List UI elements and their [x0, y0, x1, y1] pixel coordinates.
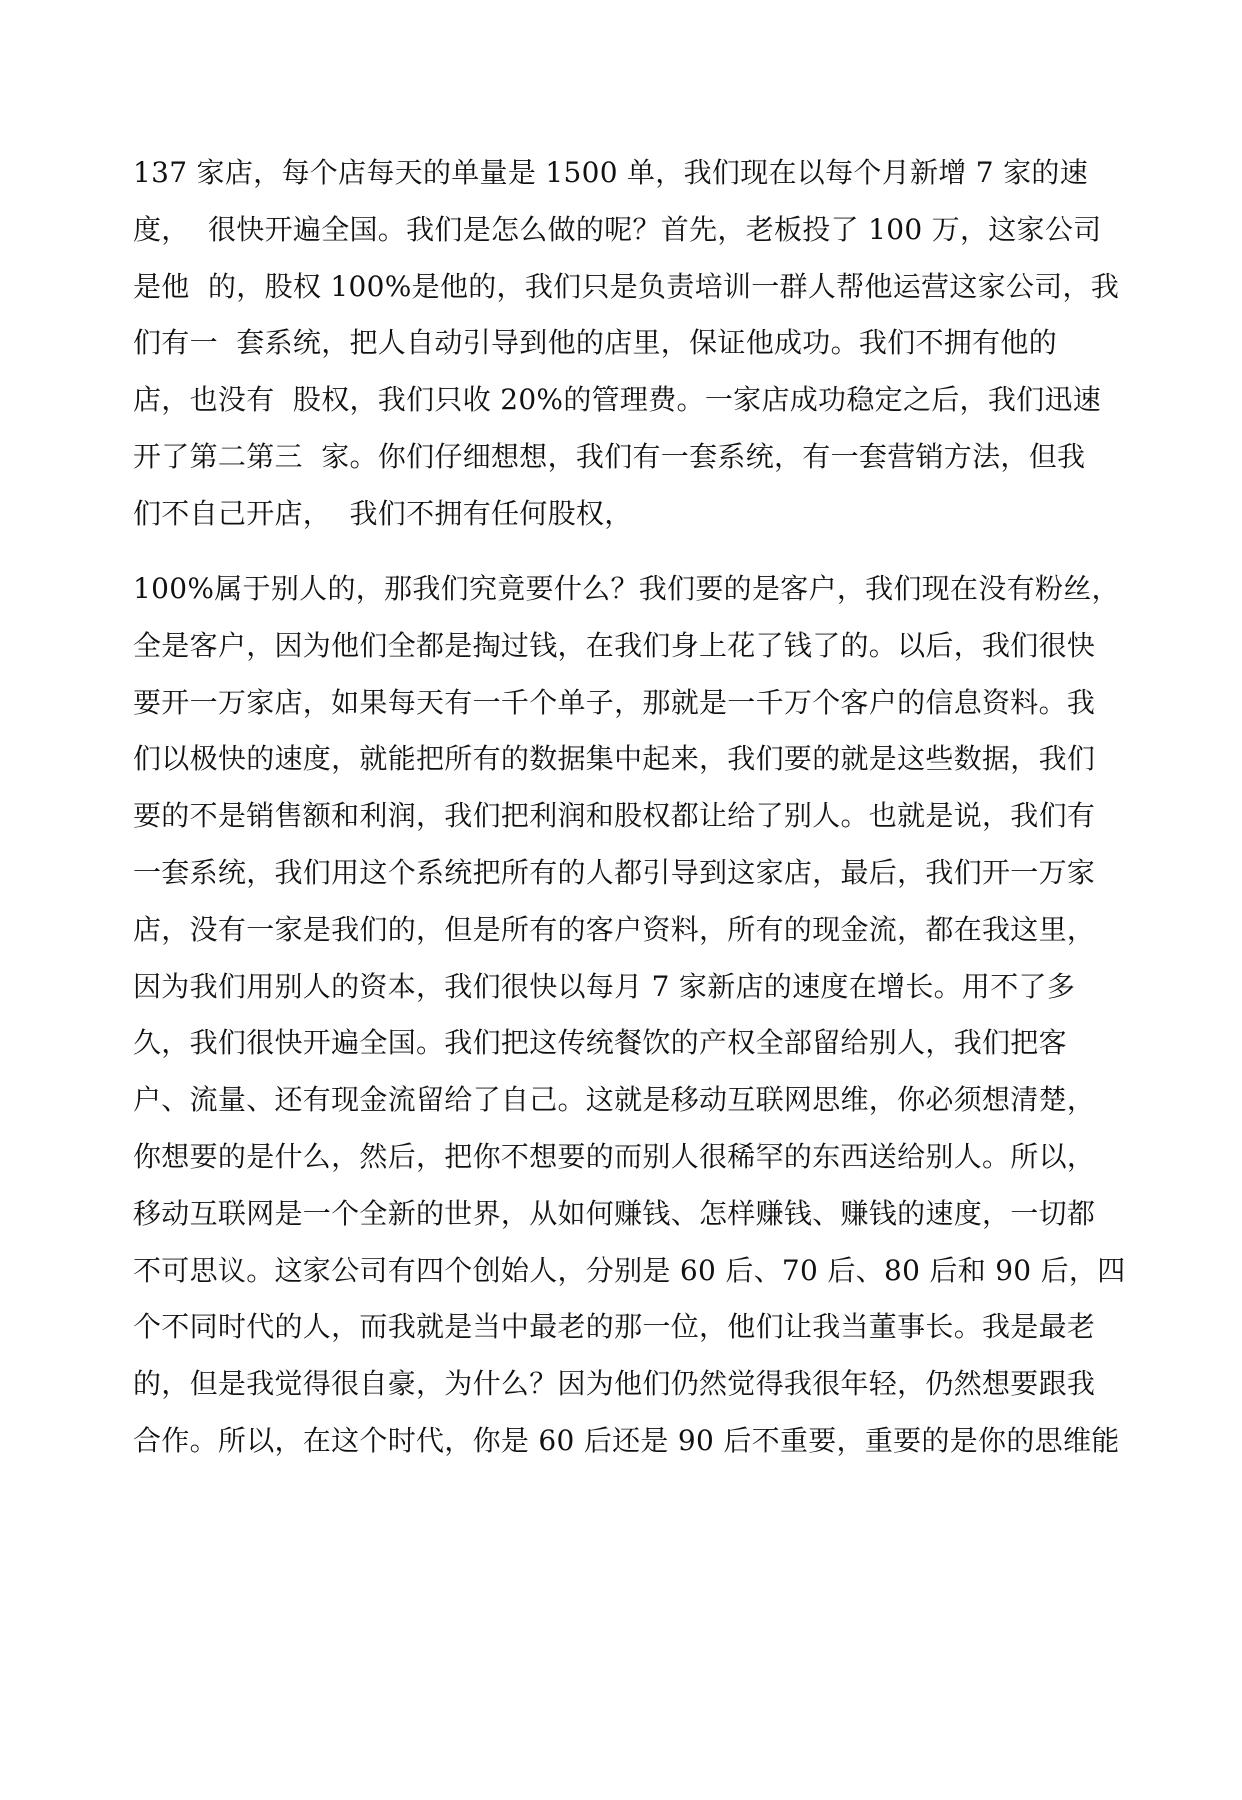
text-line: 个不同时代的人，而我就是当中最老的那一位，他们让我当董事长。我是最老 — [133, 1310, 1096, 1343]
text-line: 100%属于别人的，那我们究竟要什么？我们要的是客户，我们现在没有粉丝， — [133, 572, 1120, 605]
text-line: 137 家店，每个店每天的单量是 1500 单，我们现在以每个月新增 7 家的速 — [133, 156, 1089, 189]
text-line: 你想要的是什么，然后，把你不想要的而别人很稀罕的东西送给别人。所以， — [133, 1140, 1096, 1173]
text-line: 的，但是我觉得很自豪，为什么？因为他们仍然觉得我很年轻，仍然想要跟我 — [133, 1367, 1096, 1400]
text-line: 一套系统，我们用这个系统把所有的人都引导到这家店，最后，我们开一万家 — [133, 856, 1096, 889]
text-line: 要开一万家店，如果每天有一千个单子，那就是一千万个客户的信息资料。我 — [133, 686, 1096, 719]
text-line: 合作。所以，在这个时代，你是 60 后还是 90 后不重要，重要的是你的思维能 — [133, 1424, 1120, 1457]
text-line: 户、流量、还有现金流留给了自己。这就是移动互联网思维，你必须想清楚， — [133, 1083, 1096, 1116]
text-line: 不可思议。这家公司有四个创始人，分别是 60 后、70 后、80 后和 90 后，四 — [133, 1254, 1126, 1287]
text-line: 久，我们很快开遍全国。我们把这传统餐饮的产权全部留给别人，我们把客 — [133, 1026, 1067, 1059]
text-line: 因为我们用别人的资本，我们很快以每月 7 家新店的速度在增长。用不了多 — [133, 970, 1076, 1003]
text-line: 们不自己开店， 我们不拥有任何股权， — [133, 497, 633, 530]
text-line: 是他 的，股权 100%是他的，我们只是负责培训一群人帮他运营这家公司，我 — [133, 270, 1120, 303]
text-line: 移动互联网是一个全新的世界，从如何赚钱、怎样赚钱、赚钱的速度，一切都 — [133, 1197, 1096, 1230]
text-line: 开了第二第三 家。你们仔细想想，我们有一套系统，有一套营销方法，但我 — [133, 440, 1086, 473]
text-line: 店，没有一家是我们的，但是所有的客户资料，所有的现金流，都在我这里， — [133, 913, 1096, 946]
text-line: 度， 很快开遍全国。我们是怎么做的呢？首先，老板投了 100 万，这家公司 — [133, 213, 1102, 246]
text-line: 要的不是销售额和利润，我们把利润和股权都让给了别人。也就是说，我们有 — [133, 799, 1096, 832]
text-line: 店，也没有 股权，我们只收 20%的管理费。一家店成功稳定之后，我们迅速 — [133, 383, 1102, 416]
text-line: 们有一 套系统，把人自动引导到他的店里，保证他成功。我们不拥有他的 — [133, 326, 1058, 359]
text-line: 们以极快的速度，就能把所有的数据集中起来，我们要的就是这些数据，我们 — [133, 742, 1096, 775]
text-line: 全是客户，因为他们全都是掏过钱，在我们身上花了钱了的。以后，我们很快 — [133, 629, 1096, 662]
